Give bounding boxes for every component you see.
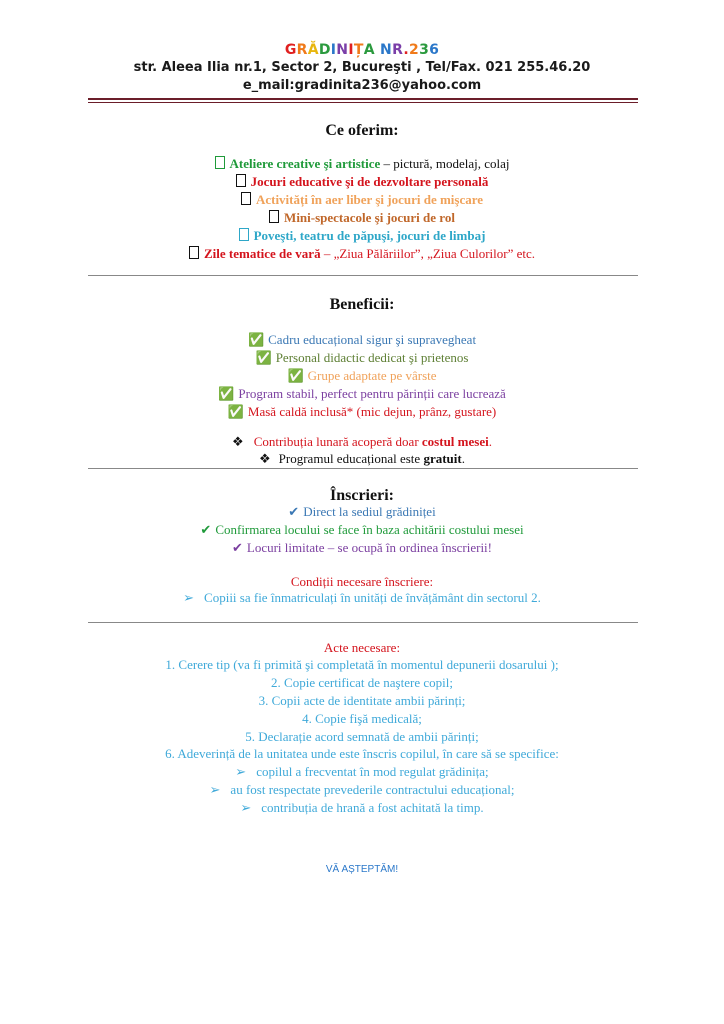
checkbox-icon — [215, 156, 225, 169]
section-divider — [88, 275, 638, 276]
offer-item-themed-days: Zile tematice de vară – „Ziua Pălăriilor”, „Ziua Culorilor” etc. — [0, 246, 724, 262]
title-letter: R — [392, 42, 404, 58]
doc-item-4: 4. Copie fişă medicală; — [302, 711, 422, 726]
condition-item: ➢ Copiii sa fie înmatriculați în unități de învățământ din sectorul 2. — [183, 590, 541, 605]
offer-item-shows: Mini-spectacole şi jocuri de rol — [0, 210, 724, 226]
title-letter: 2 — [409, 42, 420, 58]
doc-item-2: 2. Copie certificat de naştere copil; — [271, 675, 453, 690]
checkmark-icon: ✔ — [231, 540, 243, 555]
title-letter: N — [380, 42, 393, 58]
doc-item-3: 3. Copii acte de identitate ambii părinți; — [258, 693, 466, 708]
doc-item-6: 6. Adeverință de la unitatea unde este înscris copilul, în care să se specifice: — [165, 746, 559, 761]
offer-item-games: Jocuri educative şi de dezvoltare personală — [0, 174, 724, 190]
arrow-bullet-icon: ➢ — [209, 782, 221, 797]
arrow-bullet-icon: ➢ — [183, 590, 195, 605]
title-letter: Ț — [353, 42, 364, 58]
enroll-title: Înscrieri: — [330, 487, 394, 504]
offer-item-stories: Poveşti, teatru de păpuşi, jocuri de limbaj — [0, 228, 724, 244]
title-letter: D — [318, 42, 331, 58]
header-divider-thin — [88, 102, 638, 103]
offer-item-outdoor: Activități în aer liber şi jocuri de mişcare — [0, 192, 724, 208]
enroll-item: ✔ Direct la sediul grădiniței — [288, 504, 436, 519]
title-letter: G — [284, 42, 297, 58]
doc-subitem: ➢ copilul a frecventat în mod regulat grădinița; — [235, 764, 489, 779]
section-divider — [88, 468, 638, 469]
checkmark-icon: ✅ — [287, 368, 304, 383]
title-letter: R — [296, 42, 308, 58]
benefit-item: ✅ Grupe adaptate pe vârste — [287, 368, 437, 383]
checkmark-icon: ✅ — [255, 350, 272, 365]
title-letter: 6 — [429, 42, 440, 58]
meal-cost-note: ❖ Contribuția lunară acoperă doar costul mesei. — [232, 434, 492, 449]
title-letter: 3 — [419, 42, 430, 58]
checkmark-icon: ✅ — [227, 404, 244, 419]
doc-subitem: ➢ au fost respectate prevederile contractului educațional; — [209, 782, 515, 797]
title-letter: I — [348, 42, 354, 58]
diamond-bullet-icon: ❖ — [259, 451, 271, 466]
checkmark-icon: ✔ — [200, 522, 212, 537]
offer-title: Ce oferim: — [325, 122, 399, 139]
closing-message: VĂ AȘTEPTĂM! — [325, 864, 399, 875]
checkmark-icon: ✅ — [218, 386, 235, 401]
doc-subitem: ➢ contribuția de hrană a fost achitată la timp. — [240, 800, 484, 815]
checkbox-icon — [239, 228, 249, 241]
benefit-item: ✅ Personal didactic dedicat şi prietenos — [255, 350, 469, 365]
kindergarten-title — [0, 42, 724, 58]
benefit-item: ✅ Cadru educațional sigur şi supravegheat — [247, 332, 477, 347]
benefit-item: ✅ Masă caldă inclusă* (mic dejun, prânz, gustare) — [227, 404, 497, 419]
checkbox-icon — [236, 174, 246, 187]
doc-item-5: 5. Declarație acord semnată de ambii părinți; — [245, 729, 479, 744]
enroll-item: ✔ Locuri limitate – se ocupă în ordinea înscrierii! — [231, 540, 492, 555]
title-letter: N — [336, 42, 349, 58]
arrow-bullet-icon: ➢ — [240, 800, 252, 815]
address-line: str. Aleea Ilia nr.1, Sector 2, Bucureşti , Tel/Fax. 021 255.46.20 — [133, 60, 591, 75]
enroll-item: ✔ Confirmarea locului se face în baza achitării costului mesei — [200, 522, 524, 537]
email-line: e_mail:gradinita236@yahoo.com — [242, 78, 482, 93]
benefit-item: ✅ Program stabil, perfect pentru părinții care lucrează — [218, 386, 506, 401]
arrow-bullet-icon: ➢ — [235, 764, 247, 779]
checkbox-icon — [189, 246, 199, 259]
section-divider — [88, 622, 638, 623]
checkbox-icon — [269, 210, 279, 223]
diamond-bullet-icon: ❖ — [232, 434, 244, 449]
checkmark-icon: ✔ — [288, 504, 300, 519]
title-letter: Ă — [307, 42, 319, 58]
free-program-note: ❖ Programul educațional este gratuit. — [259, 451, 465, 466]
title-letter: . — [403, 42, 410, 58]
doc-item-1: 1. Cerere tip (va fi primită şi completată în momentul depunerii dosarului ); — [165, 657, 559, 672]
offer-item-workshops: Ateliere creative şi artistice – pictură, modelaj, colaj — [0, 156, 724, 172]
title-letter: A — [363, 42, 375, 58]
conditions-title: Condiții necesare înscriere: — [290, 574, 434, 589]
docs-title: Acte necesare: — [323, 640, 401, 655]
benefits-title: Beneficii: — [329, 296, 395, 313]
checkbox-icon — [241, 192, 251, 205]
title-letter: I — [330, 42, 337, 58]
checkmark-icon: ✅ — [247, 332, 265, 347]
